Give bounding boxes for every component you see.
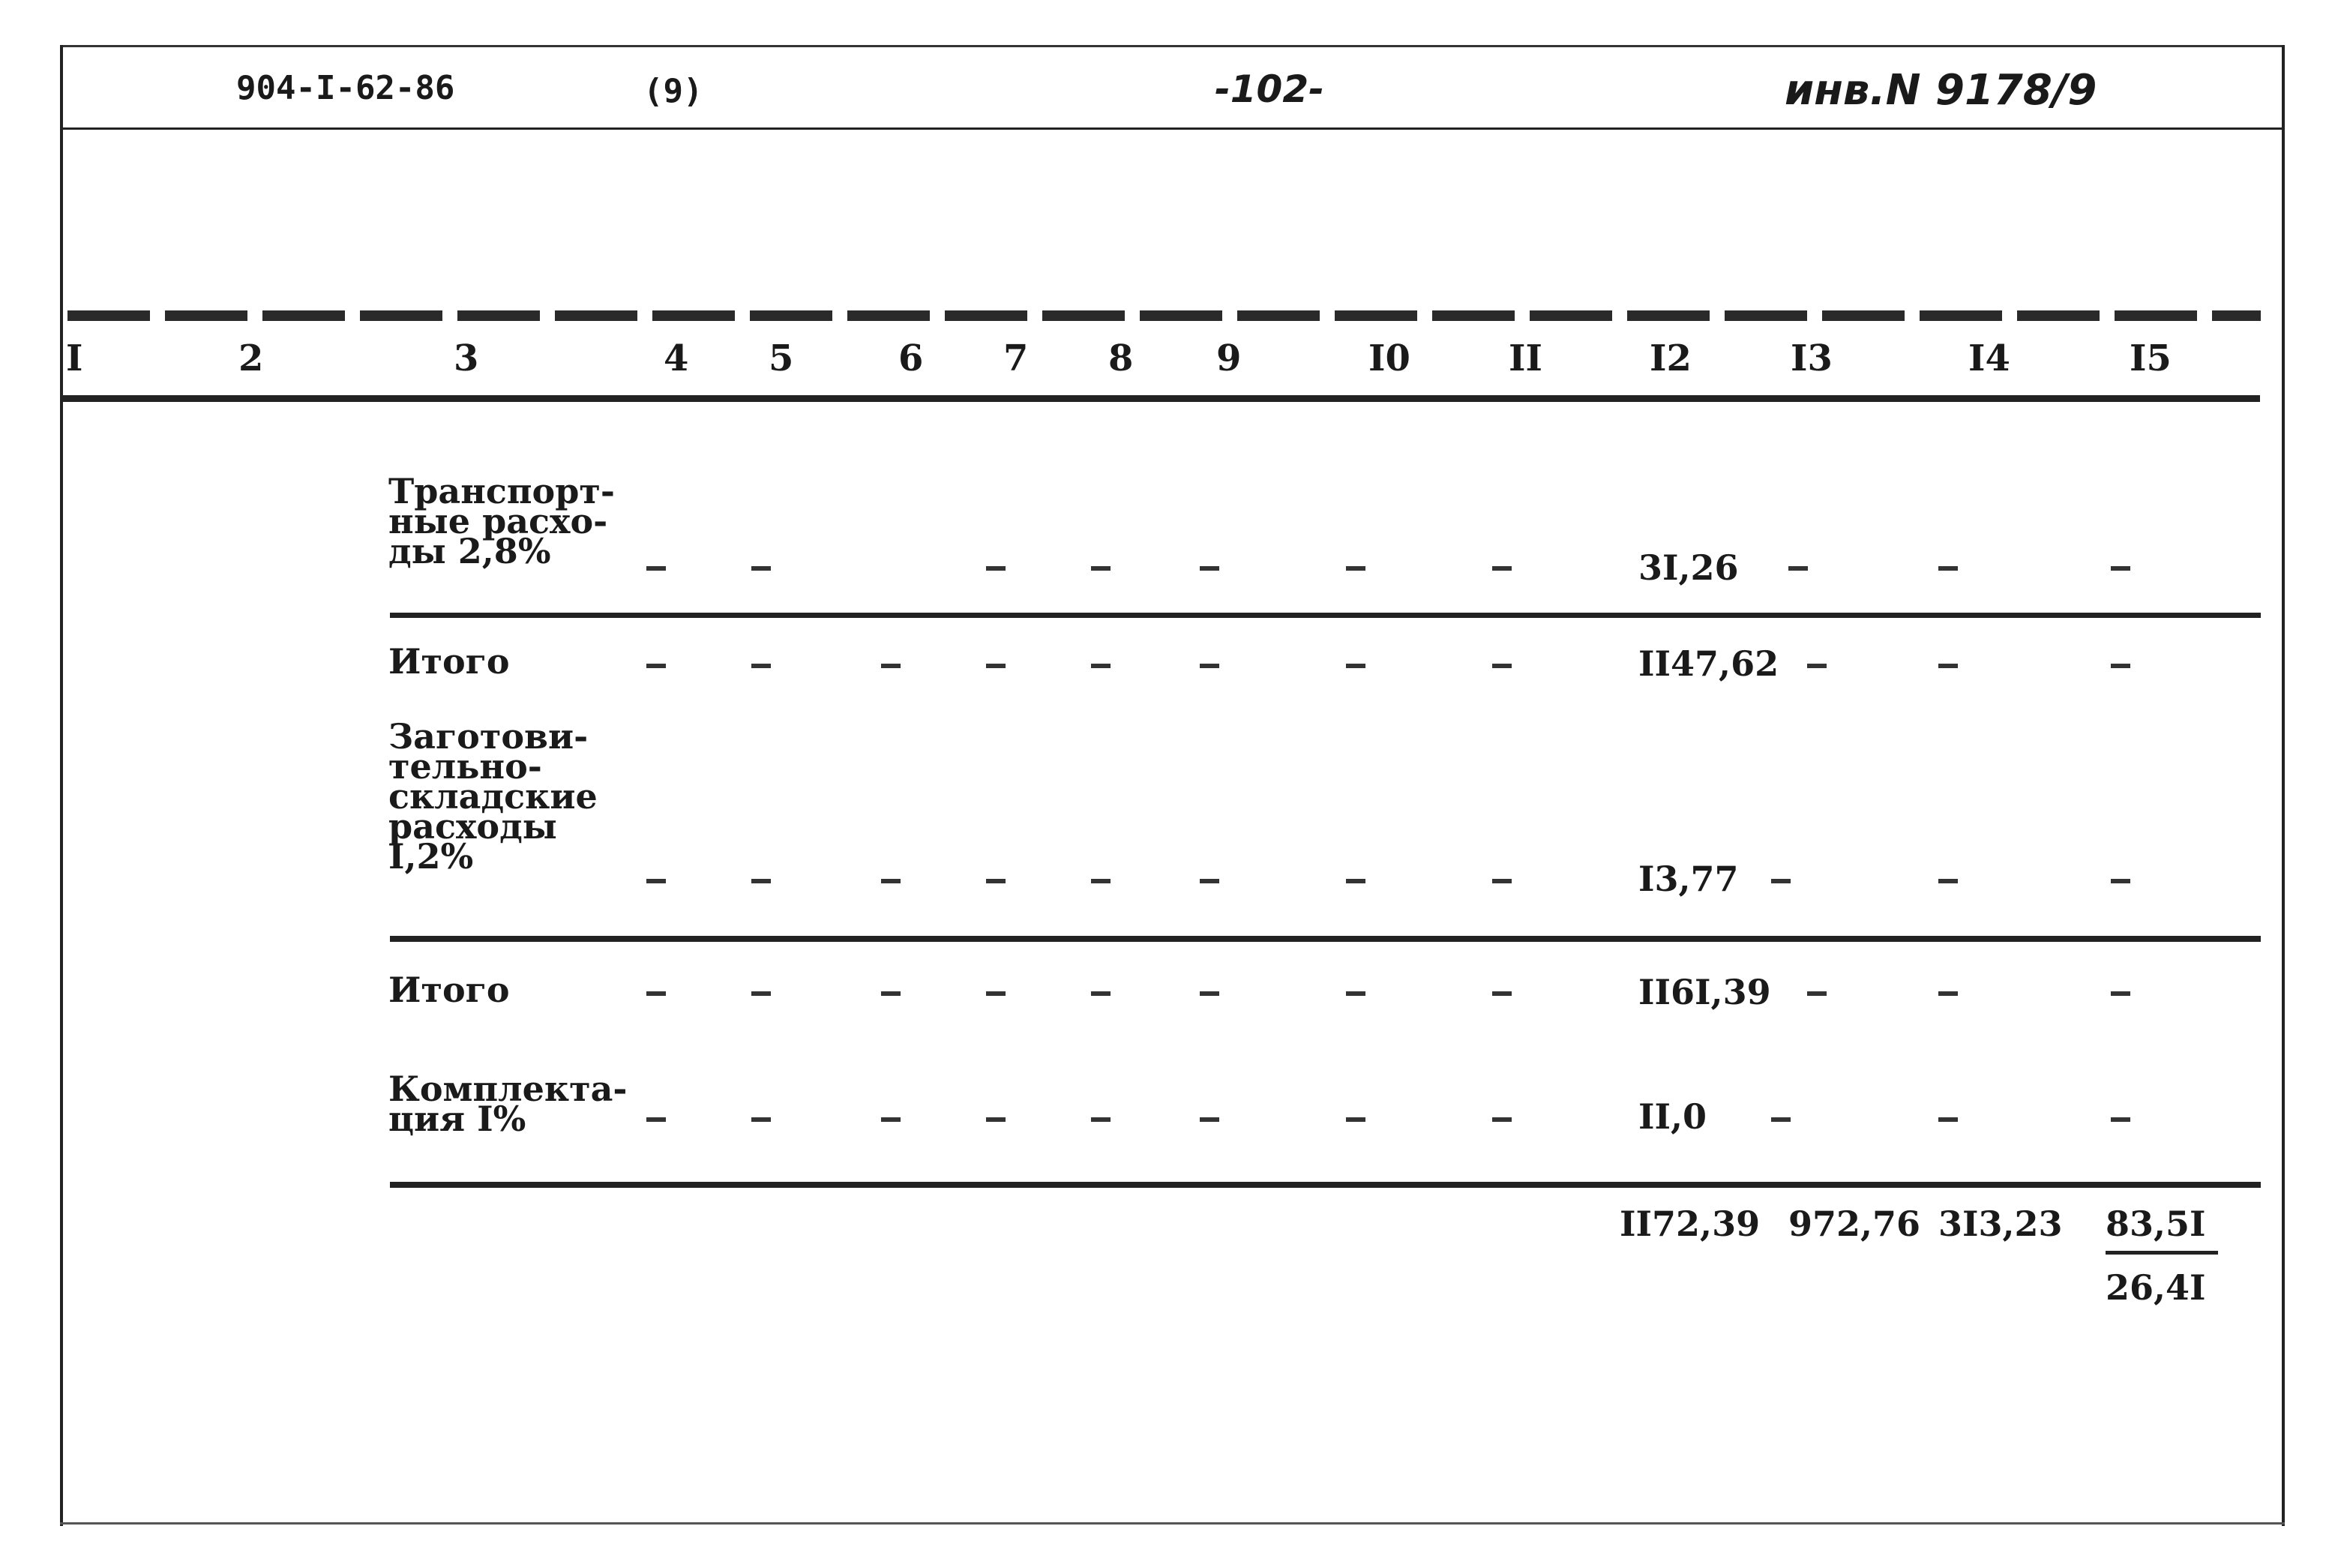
fraction-bar (2106, 1251, 2218, 1255)
dash-cell (2111, 879, 2130, 883)
dash-cell (1091, 566, 1111, 571)
dash-cell (1938, 1117, 1958, 1122)
dash-cell (1091, 1117, 1111, 1122)
dash-cell (646, 664, 666, 668)
column-header-4: 4 (664, 337, 689, 379)
dash-cell (1492, 991, 1512, 996)
column-header-15: I5 (2130, 337, 2172, 379)
row-label-procurement: Заготови- тельно- складские расходы I,2% (388, 716, 598, 877)
dash-cell (1346, 991, 1365, 996)
dash-cell (986, 566, 1006, 571)
dash-cell (986, 879, 1006, 883)
dash-cell (646, 879, 666, 883)
column-header-8: 8 (1108, 337, 1134, 379)
dash-cell (1938, 991, 1958, 996)
total-col12: II72,39 (1620, 1204, 1761, 1244)
dash-cell (881, 664, 901, 668)
dash-cell (986, 664, 1006, 668)
dash-cell (751, 991, 771, 996)
dash-cell (1200, 879, 1219, 883)
dash-cell (1492, 664, 1512, 668)
column-header-7: 7 (1003, 337, 1029, 379)
header-bottom-rule (63, 395, 2260, 402)
dash-cell (1091, 879, 1111, 883)
value-completion-col12: II,0 (1638, 1096, 1707, 1137)
row-label-completion: Комплекта- ция I% (388, 1069, 628, 1139)
dash-cell (881, 1117, 901, 1122)
dash-cell (1346, 1117, 1365, 1122)
total-col13: 972,76 (1788, 1204, 1921, 1244)
page-number: -102- (1215, 67, 1324, 111)
dash-cell (1346, 566, 1365, 571)
sheet-ref: (9) (643, 72, 703, 110)
column-header-13: I3 (1791, 337, 1833, 379)
totals-rule (390, 1182, 2261, 1188)
dash-cell (751, 879, 771, 883)
row-rule (390, 936, 2261, 942)
row-label-total-2: Итого (388, 970, 510, 1010)
dash-cell (1200, 566, 1219, 571)
dash-cell (1091, 664, 1111, 668)
dash-cell (646, 991, 666, 996)
dash-cell (1771, 879, 1791, 883)
frame-right-border (2282, 45, 2285, 1526)
dash-cell (1200, 991, 1219, 996)
dash-cell (986, 1117, 1006, 1122)
dash-cell (1807, 664, 1827, 668)
dash-cell (881, 991, 901, 996)
dash-cell (1771, 1117, 1791, 1122)
dash-cell (751, 664, 771, 668)
dash-cell (1492, 1117, 1512, 1122)
dash-cell (1091, 991, 1111, 996)
frame-top-border (60, 45, 2285, 47)
value-transport-col12: 3I,26 (1638, 547, 1739, 588)
dash-cell (2111, 1117, 2130, 1122)
column-header-5: 5 (769, 337, 794, 379)
dash-cell (2111, 991, 2130, 996)
column-header-10: I0 (1368, 337, 1410, 379)
dash-cell (1492, 566, 1512, 571)
column-header-9: 9 (1216, 337, 1242, 379)
dash-cell (1492, 879, 1512, 883)
dash-cell (1346, 664, 1365, 668)
dash-cell (1807, 991, 1827, 996)
inventory-number: инв.N 9178/9 (1785, 66, 2097, 115)
column-header-11: II (1509, 337, 1542, 379)
dash-cell (1938, 664, 1958, 668)
column-header-6: 6 (898, 337, 924, 379)
value-total2-col12: II6I,39 (1638, 972, 1771, 1012)
dash-cell (2111, 566, 2130, 571)
column-header-2: 2 (238, 337, 264, 379)
dash-cell (1788, 566, 1808, 571)
column-header-14: I4 (1968, 337, 2010, 379)
frame-bottom-border (60, 1522, 2285, 1525)
column-header-12: I2 (1650, 337, 1692, 379)
dash-cell (646, 566, 666, 571)
total-col15-denominator: 26,4I (2106, 1267, 2206, 1308)
row-label-transport: Транспорт- ные расхо- ды 2,8% (388, 471, 615, 571)
doc-code: 904-I-62-86 (236, 69, 455, 107)
dash-cell (881, 879, 901, 883)
dash-cell (986, 991, 1006, 996)
dash-cell (646, 1117, 666, 1122)
value-total1-col12: II47,62 (1638, 643, 1779, 684)
row-label-total-1: Итого (388, 641, 510, 682)
header-rule (63, 127, 2283, 130)
dash-cell (1200, 1117, 1219, 1122)
value-procurement-col12: I3,77 (1638, 859, 1739, 899)
total-col14: 3I3,23 (1938, 1204, 2063, 1244)
dash-cell (1938, 879, 1958, 883)
dash-cell (1938, 566, 1958, 571)
row-rule (390, 613, 2261, 618)
table-top-dashed-rule (67, 310, 2261, 321)
total-col15-numerator: 83,5I (2106, 1204, 2206, 1244)
column-header-3: 3 (454, 337, 479, 379)
dash-cell (1346, 879, 1365, 883)
dash-cell (2111, 664, 2130, 668)
dash-cell (751, 1117, 771, 1122)
column-header-1: I (66, 337, 83, 379)
dash-cell (1200, 664, 1219, 668)
frame-left-border (60, 45, 63, 1526)
dash-cell (751, 566, 771, 571)
